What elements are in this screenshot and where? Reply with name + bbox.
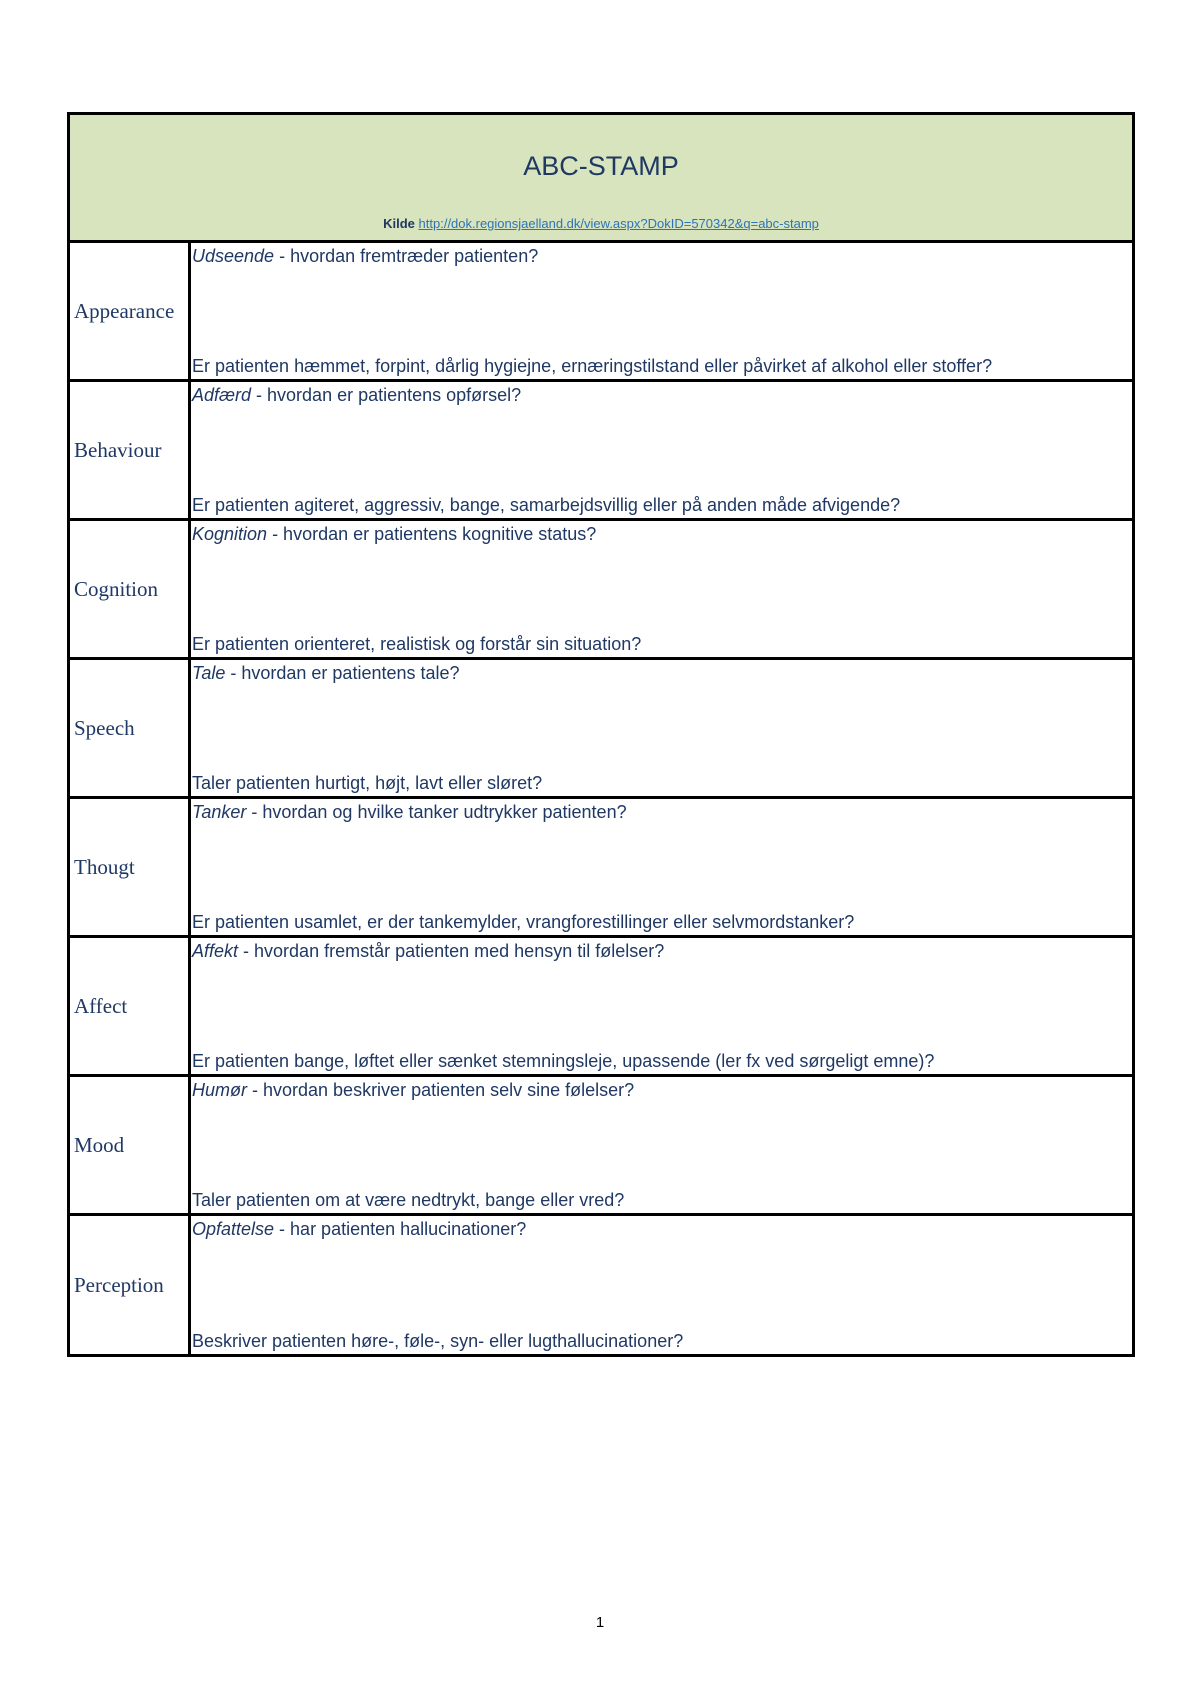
row-question-text: - har patienten hallucinationer? (274, 1219, 527, 1239)
table-row (70, 382, 1132, 521)
row-term: Adfærd (192, 385, 252, 405)
row-question-text: - hvordan fremstår patienten med hensyn til følelser? (238, 941, 665, 961)
row-question-text: - hvordan er patientens kognitive status? (267, 524, 597, 544)
table-row (70, 243, 1132, 382)
row-term: Kognition (192, 524, 268, 544)
row-content (191, 799, 1132, 935)
source-line (70, 216, 1132, 231)
row-term: Humør (192, 1080, 247, 1100)
row-content (191, 938, 1132, 1074)
row-label: Speech (70, 660, 191, 796)
row-question-text: - hvordan fremtræder patienten? (274, 246, 539, 266)
row-term: Opfattelse (192, 1219, 275, 1239)
row-question-text: - hvordan er patientens opførsel? (251, 385, 522, 405)
row-label: Behaviour (70, 382, 191, 518)
row-detail: Beskriver patienten høre-, føle-, syn- eller lugthallucinationer? (192, 1331, 684, 1351)
row-detail: Er patienten usamlet, er der tankemylder, vrangforestillinger eller selvmordstanker? (192, 912, 855, 932)
row-question (192, 941, 664, 962)
row-label: Appearance (70, 243, 191, 379)
row-term: Tanker (192, 802, 247, 822)
row-question (192, 385, 521, 406)
row-detail: Er patienten bange, løftet eller sænket stemningsleje, upassende (ler fx ved sørgeligt emne)? (192, 1051, 935, 1071)
row-label: Thougt (70, 799, 191, 935)
row-question (192, 1219, 526, 1240)
row-detail: Er patienten orienteret, realistisk og forstår sin situation? (192, 634, 642, 654)
row-term: Tale (192, 663, 226, 683)
row-term: Udseende (192, 246, 275, 266)
row-label: Affect (70, 938, 191, 1074)
row-question-text: - hvordan og hvilke tanker udtrykker patienten? (246, 802, 627, 822)
source-link[interactable]: http://dok.regionsjaelland.dk/view.aspx?DokID=570342&q=abc-stamp (418, 216, 819, 231)
row-label: Mood (70, 1077, 191, 1213)
abc-stamp-table (67, 112, 1135, 1357)
table-row (70, 1216, 1132, 1354)
row-question (192, 246, 538, 267)
title-cell (70, 115, 1132, 243)
row-question (192, 663, 460, 684)
page-number: 1 (595, 1614, 605, 1631)
row-question-text: - hvordan er patientens tale? (225, 663, 460, 683)
row-question-text: - hvordan beskriver patienten selv sine følelser? (247, 1080, 635, 1100)
row-content (191, 382, 1132, 518)
row-question (192, 802, 627, 823)
row-detail: Taler patienten hurtigt, højt, lavt eller sløret? (192, 773, 543, 793)
row-content (191, 243, 1132, 379)
table-row (70, 938, 1132, 1077)
row-label: Cognition (70, 521, 191, 657)
row-content (191, 1216, 1132, 1354)
row-content (191, 1077, 1132, 1213)
row-question (192, 524, 596, 545)
document-title: ABC-STAMP (523, 151, 679, 181)
table-row (70, 1077, 1132, 1216)
row-detail: Er patienten agiteret, aggressiv, bange, samarbejdsvillig eller på anden måde afvigende? (192, 495, 901, 515)
row-content (191, 660, 1132, 796)
source-label: Kilde (383, 216, 415, 231)
table-row (70, 799, 1132, 938)
row-detail: Er patienten hæmmet, forpint, dårlig hygiejne, ernæringstilstand eller påvirket af alkohol eller stoffer? (192, 356, 993, 376)
table-row (70, 521, 1132, 660)
row-term: Affekt (192, 941, 239, 961)
row-detail: Taler patienten om at være nedtrykt, bange eller vred? (192, 1190, 625, 1210)
row-content (191, 521, 1132, 657)
table-row (70, 660, 1132, 799)
row-question (192, 1080, 634, 1101)
row-label: Perception (70, 1216, 191, 1354)
